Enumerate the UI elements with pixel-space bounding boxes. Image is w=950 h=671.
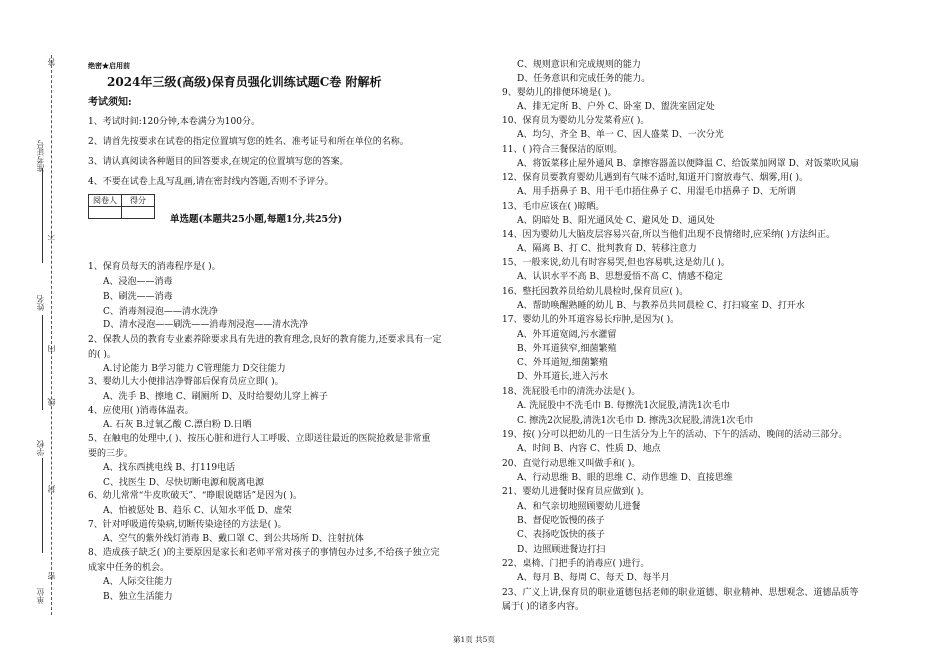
right-question-line: D、任务意识和完成任务的能力。 (517, 74, 651, 84)
left-question-line: A、洗手 B、擦地 C、刷厕所 D、及时给婴幼儿穿上裤子 (103, 392, 328, 402)
left-question-line: B、刷洗——消毒 (103, 292, 173, 302)
right-question-line: 21、婴幼儿进餐时保育员应做到( )。 (502, 487, 650, 497)
left-question-line: A、找东西挑电线 B、打119电话 (103, 463, 236, 473)
right-question-line: 10、保育员为婴幼儿分发菜肴应( )。 (502, 116, 650, 126)
left-question-line: 4、应使用( )消毒体温表。 (88, 406, 194, 416)
right-question-line: A、均匀、齐全 B、单一 C、因人盛菜 D、一次分光 (517, 130, 724, 140)
right-question-line: 17、婴幼儿的外耳道容易长疖肿,是因为( )。 (502, 315, 680, 325)
right-question-line: A、时间 B、内容 C、性质 D、地点 (517, 444, 661, 454)
notice-item: 1、考试时间:120分钟,本卷满分为100分。 (88, 117, 260, 127)
right-question-line: 22、桌椅、门把手的消毒应( )进行。 (502, 559, 650, 569)
left-question-line: 1、保育员每天的消毒程序是( )。 (88, 262, 221, 272)
right-question-line: A、和气亲切地照顾婴幼儿进餐 (517, 502, 641, 512)
right-question-line: A、排无定所 B、户外 C、卧室 D、盥洗室固定处 (517, 102, 715, 112)
left-question-line: 7、针对呼吸道传染病,切断传染途径的方法是( )。 (88, 520, 287, 530)
notice-item: 2、请首先按要求在试卷的指定位置填写您的姓名、准考证号和所在单位的名称。 (88, 137, 409, 147)
right-question-line: 16、整托园教养员给幼儿晨检时,保育员应( )。 (502, 287, 689, 297)
left-question-line: 3、婴幼儿大小便排洁净臀部后保育员应立即( )。 (88, 377, 284, 387)
side-label-unit: 单位 (36, 588, 45, 604)
right-question-line: 15、一般来说,幼儿有时容易哭,但也容易哄,这是幼儿( )。 (502, 258, 730, 268)
right-question-line: C、外耳道短,细菌繁殖 (517, 358, 608, 368)
seal-line (51, 55, 52, 615)
right-question-line: A、帮助唤醒熟睡的幼儿 B、与教养员共同晨检 C、打扫寝室 D、打开水 (517, 301, 805, 311)
right-question-line: 属于( )的诸多内容。 (502, 602, 584, 612)
right-question-line: D、外耳道长,进入污水 (517, 372, 609, 382)
ticket-fill-line (42, 168, 43, 263)
page-title: 2024年三级(高级)保育员强化训练试题C卷 附解析 (107, 75, 382, 89)
school-fill-line (42, 458, 43, 553)
right-question-line: 19、按( )分可以把幼儿的一日生活分为上午的活动、下午的活动、晚间的活动三部分。 (502, 430, 848, 440)
left-question-line: 6、幼儿常常“牛皮吹破天”、“睁眼说瞎话”是因为( )。 (88, 491, 303, 501)
left-question-line: A、浸泡——消毒 (103, 277, 173, 287)
right-question-line: 14、因为婴幼儿大脑皮层容易兴奋,所以当他们出现不良情绪时,应采纳( )方法纠正。 (502, 230, 836, 240)
right-question-line: A、将饭菜移止屋外通风 B、拿擦容器盖以便降温 C、给饭菜加网罩 D、对饭菜吹风扇 (517, 159, 859, 169)
right-question-line: C、规则意识和完成规则的能力 (517, 60, 641, 70)
right-question-line: 12、保育员要教育婴幼儿遇到有气味不适时,知道开门窗放毒气、烟雾,用( )。 (502, 173, 809, 183)
right-question-line: 20、直觉行动思维又叫做手和( )。 (502, 459, 641, 469)
left-question-line: D、清水浸泡——刷洗——消毒剂浸泡——清水洗净 (103, 320, 309, 330)
left-question-line: 8、造成孩子缺乏( )的主要原因是家长和老师平常对孩子的事情包办过多,不给孩子独立完 (88, 548, 440, 558)
side-label-ticket: 准考证号 (36, 140, 45, 172)
left-question-line: 5、在触电的处理中,( )、按压心脏和进行人工呼吸、立即送往最近的医院抢救是非常重 (88, 434, 431, 444)
score-label: 得分 (122, 195, 155, 207)
seal-char: 内 (47, 345, 56, 353)
right-question-line: A、行动思维 B、眼的思维 C、动作思维 D、直接思维 (517, 473, 733, 483)
right-question-line: A. 洗屁股中不洗毛巾 B. 每擦洗1次屁股,清洗1次毛巾 (517, 401, 730, 411)
right-question-line: 13、毛巾应该在( )晾晒。 (502, 202, 605, 212)
right-question-line: A、每月 B、每周 C、每天 D、每半月 (517, 573, 670, 583)
seal-char: 不 (47, 232, 56, 240)
left-question-line: A.讨论能力 B学习能力 C管理能力 D交往能力 (103, 364, 286, 374)
left-question-line: 成家中任务的机会。 (88, 563, 170, 573)
right-question-line: 23、广义上讲,保育员的职业道德包括老师的职业道德、职业精神、思想观念、道德品质等 (502, 588, 859, 598)
confidential-mark: 绝密★启用前 (88, 61, 130, 70)
left-question-line: A、空气的紫外线灯消毒 B、戴口罩 C、到公共场所 D、注射抗体 (103, 534, 364, 544)
seal-char: 密 (47, 572, 56, 580)
left-question-line: C、找医生 D、尽快切断电源和脱离电源 (103, 478, 264, 488)
right-question-line: A、隔离 B、打 C、批判教育 D、转移注意力 (517, 244, 697, 254)
reviewer-label: 阅卷人 (89, 195, 122, 207)
left-question-line: 的( )。 (88, 350, 116, 360)
right-question-line: B、外耳道狭窄,细菌繁殖 (517, 344, 617, 354)
score-box (88, 194, 155, 219)
name-fill-line (42, 315, 43, 410)
right-question-line: A、认识水平不高 B、思想爱悟不高 C、情感不稳定 (517, 272, 723, 282)
right-question-line: C. 擦洗2次屁股,清洗1次毛巾 D. 擦洗3次屁股,清洗1次毛巾 (517, 416, 754, 426)
seal-char: 答 (47, 58, 56, 66)
left-question-line: C、消毒剂浸泡——清水洗净 (103, 307, 218, 317)
left-question-line: A、怕被惩处 B、趋乐 C、认知水平低 D、虚荣 (103, 506, 292, 516)
right-question-line: 18、洗屁股毛巾的清洗办法是( )。 (502, 387, 641, 397)
seal-char: 封 (47, 485, 56, 493)
score-cell (122, 207, 155, 219)
notice-item: 4、不要在试卷上乱写乱画,请在密封线内答题,否则不予评分。 (88, 177, 334, 187)
left-question-line: 2、保教人员的教育专业素养除要求具有先进的教育理念,良好的教育能力,还要求具有一定 (88, 335, 442, 345)
side-label-school: 学校 (36, 440, 45, 456)
section-heading: 单选题(本题共25小题,每题1分,共25分) (170, 214, 343, 225)
left-question-line: 要的三步。 (88, 449, 134, 459)
right-question-line: A、用手捂鼻子 B、用干毛巾捂住鼻子 C、用湿毛巾捂鼻子 D、无所谓 (517, 187, 796, 197)
left-question-line: A、人际交往能力 (103, 577, 173, 587)
right-question-line: B、督促吃饭慢的孩子 (517, 516, 605, 526)
right-question-line: 11、( )符合三餐保洁的原则。 (502, 145, 623, 155)
reviewer-cell (89, 207, 122, 219)
right-question-line: A、外耳道宽阔,污水灌留 (517, 330, 617, 340)
right-question-line: C、表扬吃饭快的孩子 (517, 530, 605, 540)
right-question-line: 9、婴幼儿的排便环境是( )。 (502, 88, 617, 98)
right-question-line: A、阴暗处 B、阳光通风处 C、避风处 D、通风处 (517, 216, 715, 226)
left-question-line: A. 石灰 B.过氧乙酸 C.漂白粉 D.日晒 (103, 420, 252, 430)
side-label-name: 姓名 (36, 295, 45, 311)
notice-item: 3、请认真阅读各种题目的回答要求,在规定的位置填写您的答案。 (88, 157, 349, 167)
left-question-line: B、独立生活能力 (103, 592, 173, 602)
page-footer: 第1页 共5页 (453, 635, 495, 644)
seal-char: 线 (47, 398, 56, 406)
notice-heading: 考试须知: (88, 97, 132, 108)
right-question-line: D、边照顾进餐边打扫 (517, 545, 606, 555)
